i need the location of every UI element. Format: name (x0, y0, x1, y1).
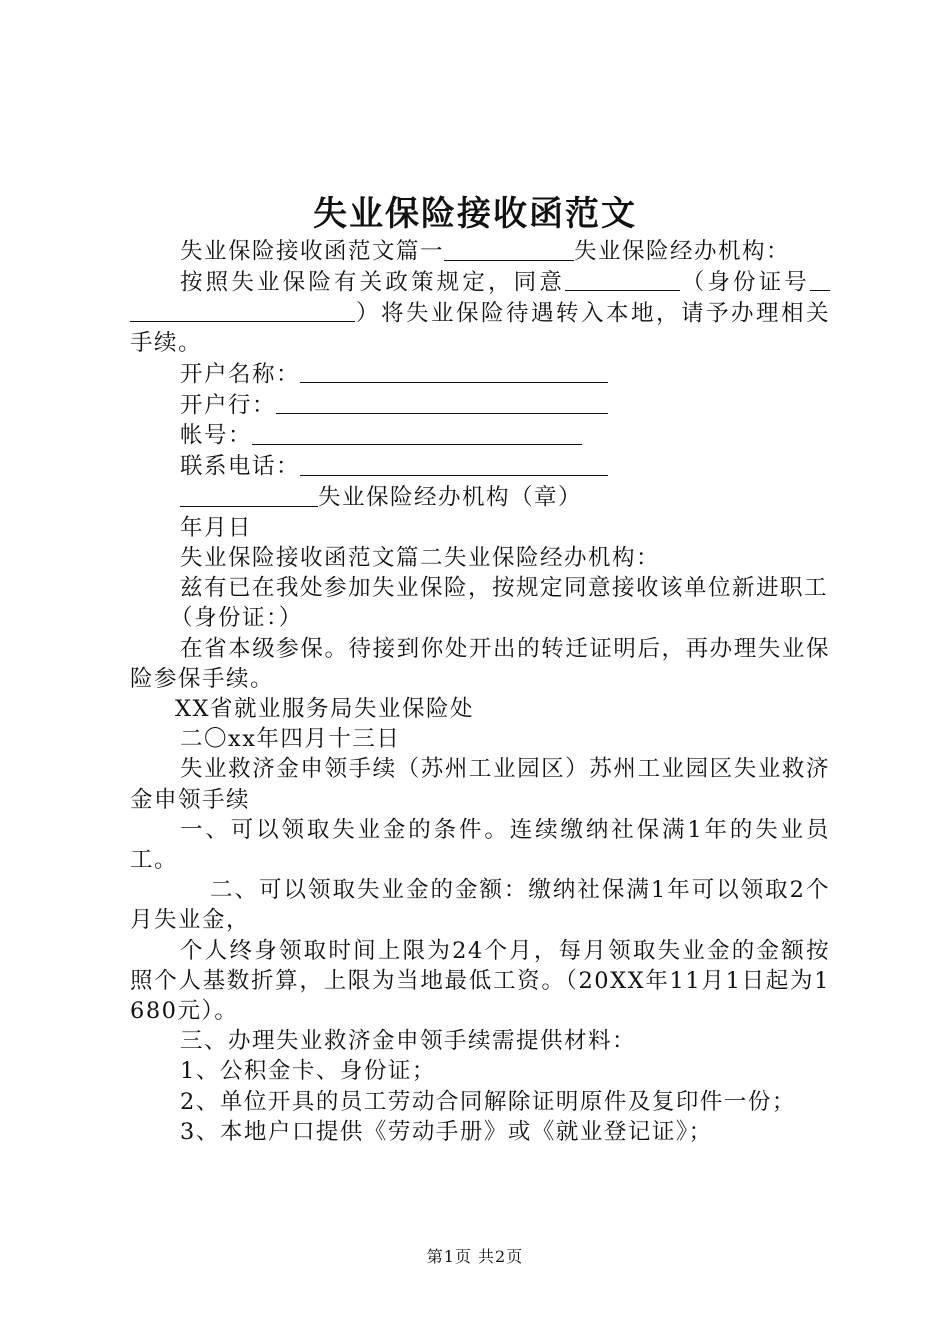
text: ）将失业保险待遇转入本地，请予办理相关手续。 (130, 300, 830, 357)
document-title: 失业保险接收函范文 (313, 194, 637, 234)
paragraph-part3-7: 3、本地户口提供《劳动手册》或《就业登记证》； (180, 1118, 713, 1145)
stamp-line (130, 482, 830, 513)
fill-blank (130, 298, 355, 323)
paragraph-part2-id: （身份证：） (170, 605, 303, 632)
page-footer: 第1页 共2页 (426, 1247, 524, 1266)
paragraph-part2-head: 失业保险接收函范文篇二失业保险经办机构： (180, 545, 661, 572)
paragraph-part3-head: 失业救济金申领手续（苏州工业园区）苏州工业园区失业救济金申领手续 (130, 756, 830, 813)
fill-blank (300, 359, 608, 384)
fill-blank (180, 482, 318, 507)
paragraph-part3-1: 一、可以领取失业金的条件。连续缴纳社保满1年的失业员工。 (130, 816, 830, 874)
fill-blank (444, 236, 574, 261)
paragraph-part2-body2: 在省本级参保。待接到你处开出的转迁证明后，再办理失业保险参保手续。 (130, 635, 830, 692)
paragraph-part3-3: 个人终身领取时间上限为24个月，每月领取失业金的金额按照个人基数折算，上限为当地最低工资。（20XX年11月1日起为1680元）。 (130, 937, 830, 1025)
paragraph-part3-5: 1、公积金卡、身份证； (180, 1058, 436, 1085)
label: 开户行： (180, 392, 277, 419)
paragraph-part2-org: XX省就业服务局失业保险处 (175, 696, 475, 723)
paragraph-part3-2: 二、可以领取失业金的金额：缴纳社保满1年可以领取2个月失业金， (130, 877, 830, 934)
text: 失业保险经办机构： (574, 238, 791, 265)
text: 按照失业保险有关政策规定，同意 (180, 269, 565, 296)
fill-blank (252, 420, 582, 445)
paragraph-intro (130, 236, 830, 267)
fill-blank (810, 267, 830, 292)
field-account-name (130, 359, 830, 390)
text: （身份证号 (679, 269, 810, 296)
paragraph-part2-date: 二〇xx年四月十三日 (180, 726, 401, 753)
label: 联系电话： (180, 453, 301, 480)
paragraph-part3-6: 2、单位开具的员工劳动合同解除证明原件及复印件一份； (180, 1088, 796, 1115)
fill-blank (300, 451, 608, 476)
field-phone (130, 451, 830, 482)
label: 帐号： (180, 422, 253, 449)
paragraph-agree (130, 267, 830, 359)
field-account-number (130, 420, 830, 451)
date-line: 年月日 (180, 514, 253, 541)
text: 失业保险经办机构（章） (318, 484, 583, 511)
fill-blank (276, 390, 608, 415)
label: 开户名称： (180, 361, 301, 388)
paragraph-part3-4: 三、办理失业救济金申领手续需提供材料： (180, 1028, 637, 1055)
fill-blank (565, 267, 680, 292)
document-body (130, 236, 830, 1147)
paragraph-part2-body: 兹有已在我处参加失业保险，按规定同意接收该单位新进职工 (180, 575, 829, 602)
field-bank (130, 390, 830, 421)
text: 失业保险接收函范文篇一 (180, 238, 445, 265)
